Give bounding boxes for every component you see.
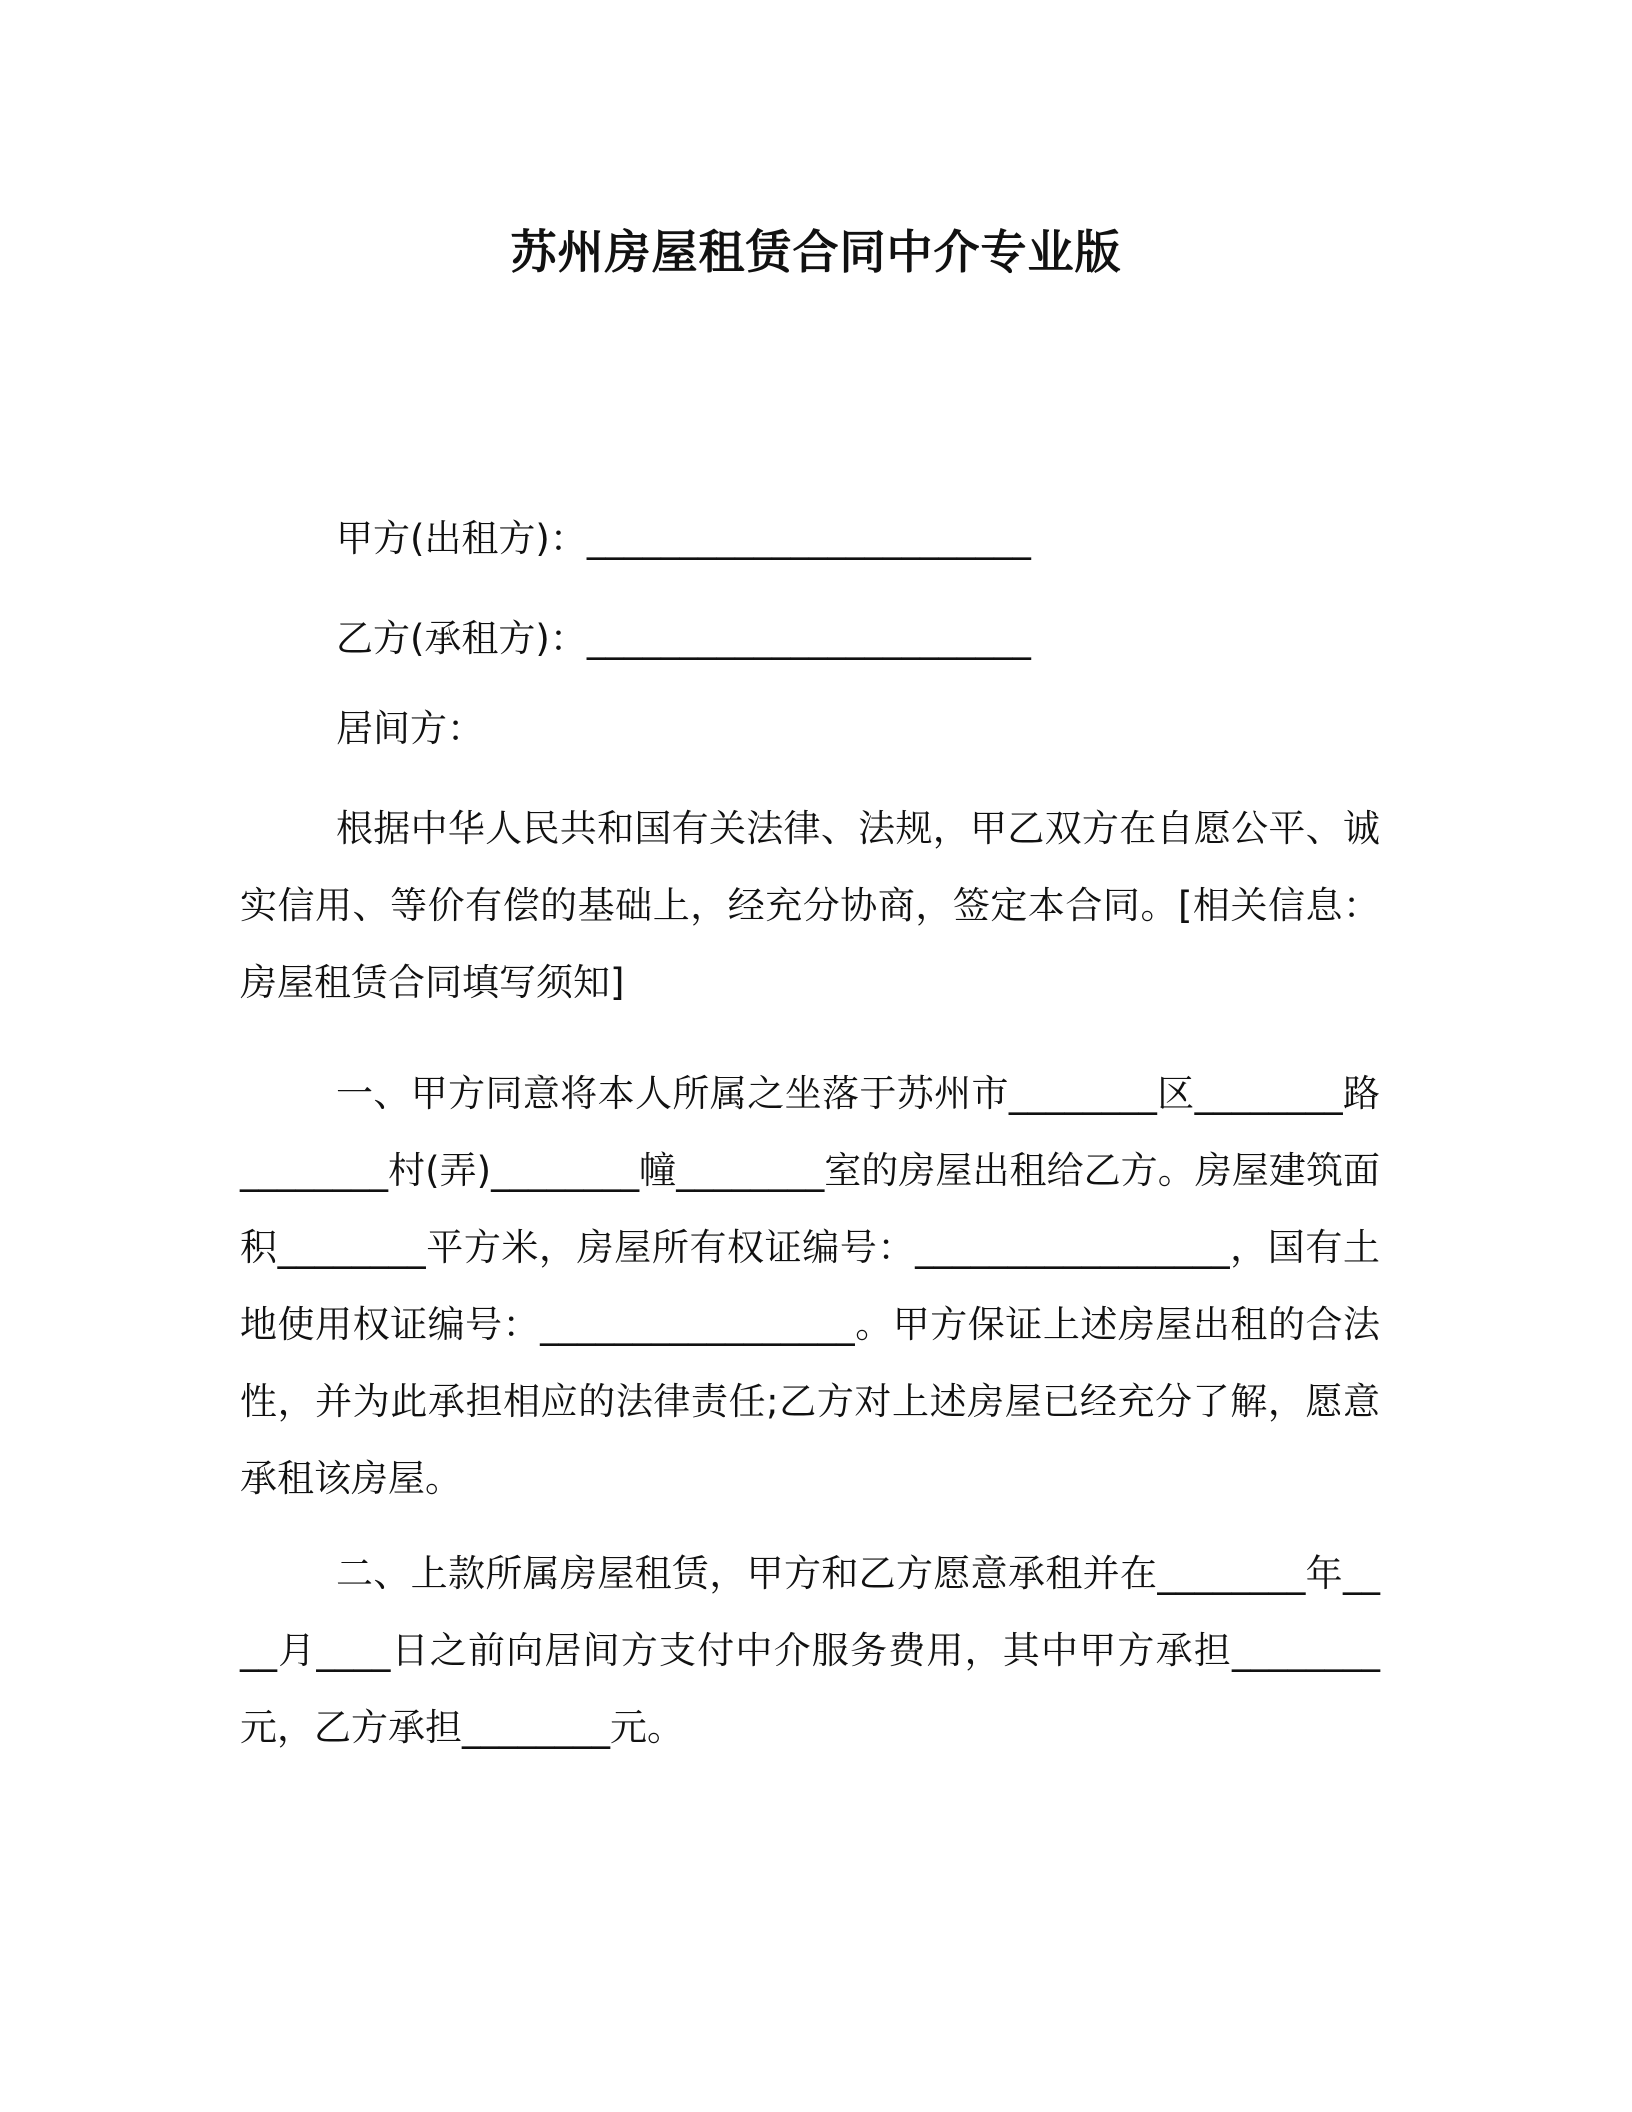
document-title: 苏州房屋租赁合同中介专业版 bbox=[510, 225, 1122, 279]
clause-2-paragraph: 二、上款所属房屋租赁，甲方和乙方愿意承租并在________年____月____日之前向居间方支付中介服务费用，其中甲方承担________元，乙方承担________元。 bbox=[240, 1552, 1380, 1749]
intro-paragraph: 根据中华人民共和国有关法律、法规，甲乙双方在自愿公平、诚实信用、等价有偿的基础上，经充分协商，签定本合同。[相关信息：房屋租赁合同填写须知] bbox=[240, 807, 1380, 1004]
clause-1-paragraph: 一、甲方同意将本人所属之坐落于苏州市________区________路________村(弄)________幢________室的房屋出租给乙方。房屋建筑面积________平方米，房屋所有权证编号：_________________，国有土地使用权证编号：_________________。甲方保证上述房屋出租的合法性，并为此承担相应的法律责任;乙方对上述房屋已经充分了解，愿意承租该房屋。 bbox=[240, 1072, 1380, 1500]
intermediary-line: 居间方： bbox=[336, 707, 484, 750]
party-b-line: 乙方(承租方)：________________________ bbox=[336, 617, 1031, 660]
party-a-line: 甲方(出租方)：________________________ bbox=[336, 517, 1031, 560]
